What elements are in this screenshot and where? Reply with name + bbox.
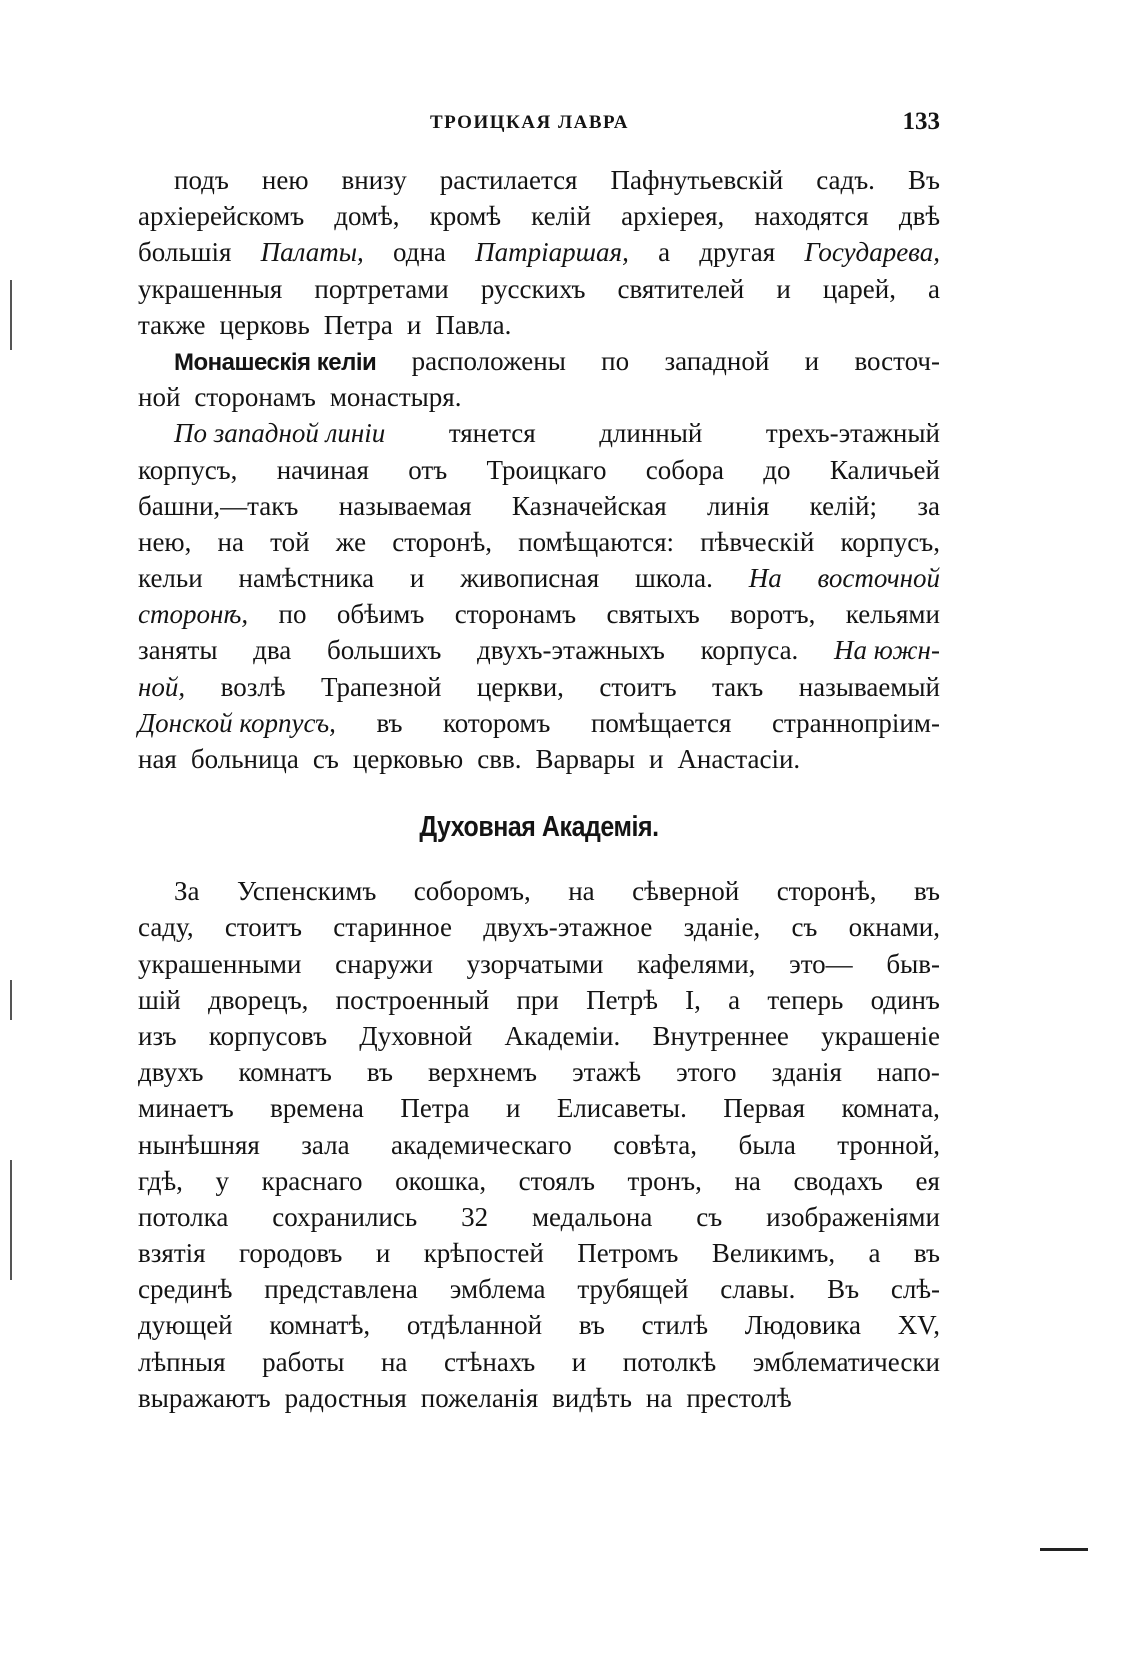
word: расположены (411, 345, 566, 376)
word: называемый (798, 671, 940, 702)
word: сохранились (272, 1201, 418, 1232)
word: радостныя (284, 1382, 407, 1413)
paragraph (138, 162, 940, 343)
word: потолка (138, 1201, 229, 1232)
word: за (917, 490, 940, 521)
word: большихъ (326, 635, 442, 666)
word: также (138, 309, 206, 340)
word: трехъ-этажный (765, 418, 940, 449)
word: и (804, 345, 820, 376)
word: Петра (400, 1093, 470, 1124)
word: подъ (174, 165, 229, 195)
text-line (138, 596, 940, 632)
word: окнами, (848, 912, 940, 943)
word: кромѣ (429, 201, 502, 232)
word: съ (791, 912, 818, 943)
word: садъ. (816, 165, 875, 195)
text-line (138, 946, 940, 982)
word: и (776, 273, 791, 304)
word: Донской корпусъ, (138, 707, 336, 738)
word: кельями (845, 599, 940, 630)
word: Петромъ (577, 1238, 679, 1269)
word: святыхъ (606, 599, 700, 630)
margin-mark (10, 980, 12, 1020)
word: внизу (341, 165, 407, 195)
word: совѣта, (613, 1129, 698, 1160)
text-line (138, 741, 940, 777)
word: свв. (477, 744, 522, 774)
word: Въ (827, 1274, 860, 1305)
text-line (138, 1054, 940, 1090)
word: у (215, 1165, 229, 1196)
text-line (138, 1380, 940, 1416)
word: по (278, 599, 307, 630)
word: по (601, 345, 630, 376)
section-heading: Духовная Академія. (419, 811, 659, 844)
word: Троицкаго (486, 454, 607, 485)
word: Первая (723, 1093, 806, 1124)
word: восточ- (854, 345, 940, 376)
word: келій (531, 201, 591, 232)
word: Въ (907, 165, 940, 195)
word: корпуса. (700, 635, 799, 666)
word: на (568, 876, 595, 907)
word: длинный (599, 418, 703, 449)
word: заняты (138, 635, 218, 666)
word: стилѣ (641, 1310, 708, 1341)
word: эмблема (449, 1274, 546, 1305)
word: живописная (460, 563, 600, 594)
word: ея (915, 1165, 940, 1196)
word: на (645, 1382, 673, 1413)
word: святителей (617, 273, 745, 304)
word: стоитъ (224, 912, 302, 943)
text-line (138, 234, 940, 270)
text-line (138, 982, 940, 1018)
word: монастыря. (329, 382, 462, 413)
margin-mark (10, 1160, 12, 1280)
word: а (658, 237, 671, 268)
word: комнатъ (238, 1057, 332, 1088)
word: напо- (876, 1057, 940, 1088)
word: домѣ, (334, 201, 400, 232)
margin-mark (10, 280, 12, 350)
word: Успенскимъ (236, 876, 377, 907)
text-line (138, 452, 940, 488)
word: Петра (323, 309, 393, 340)
word: помѣщается (590, 707, 732, 738)
word: той (270, 526, 310, 557)
word: сводахъ (793, 1165, 883, 1196)
text-line (138, 271, 940, 307)
word: дворецъ, (207, 984, 309, 1015)
word: при (516, 984, 559, 1015)
word: Великимъ, (711, 1238, 836, 1269)
text-line (138, 1271, 940, 1307)
word: ной (138, 382, 181, 413)
word: сѣверной (632, 876, 740, 907)
word: больница (190, 744, 299, 774)
word: саду, (138, 912, 194, 943)
text-line (138, 1090, 940, 1126)
word: На южн- (834, 635, 940, 666)
word: кельи (138, 563, 203, 594)
word: окошка, (395, 1165, 487, 1196)
word: зданіе, (683, 912, 761, 943)
word: Казначейская (511, 490, 667, 521)
word: сторонамъ (194, 382, 316, 413)
word: называемая (338, 490, 472, 521)
word: эмблематически (752, 1346, 940, 1377)
word: а (868, 1238, 881, 1269)
word: кафелями, (637, 948, 756, 979)
word: стоялъ (518, 1165, 595, 1196)
word: намѣстника (238, 563, 375, 594)
word: славы. (720, 1274, 796, 1305)
word: корпусъ, (138, 454, 238, 485)
word: двѣ (898, 201, 940, 232)
word: западной (664, 345, 770, 376)
page-header (140, 108, 940, 142)
word: была (738, 1129, 796, 1160)
word: комната, (841, 1093, 940, 1124)
word: собора (645, 454, 724, 485)
word: соборомъ, (413, 876, 531, 907)
word: нынѣшняя (138, 1129, 260, 1160)
word: двухъ-этажныхъ (477, 635, 665, 666)
text-line (138, 1344, 940, 1380)
word: старинное (333, 912, 452, 943)
word: Елисаветы. (556, 1093, 687, 1124)
text-line (138, 560, 940, 596)
word: линія (707, 490, 770, 521)
word: Людовика (744, 1310, 861, 1341)
word: страннопріим- (771, 707, 940, 738)
word: городовъ (238, 1238, 343, 1269)
word: срединѣ (138, 1274, 233, 1305)
word: русскихъ (480, 273, 586, 304)
word: трубящей (577, 1274, 689, 1305)
text-line (138, 162, 940, 198)
word: стѣнахъ (443, 1346, 536, 1377)
text-line (138, 632, 940, 668)
word: большія (138, 237, 232, 268)
word: два (253, 635, 292, 666)
page-number: 133 (902, 108, 940, 135)
word: и (409, 563, 425, 594)
running-title: ТРОИЦКАЯ ЛАВРА (430, 112, 629, 133)
word: этажѣ (572, 1057, 642, 1088)
word: взятія (138, 1238, 206, 1269)
word: сторонамъ (454, 599, 577, 630)
word: съ (696, 1201, 723, 1232)
word: выражаютъ (138, 1382, 271, 1413)
word: въ (376, 707, 403, 738)
text-line (138, 705, 940, 741)
word: Пафнутьевскій (610, 165, 784, 195)
word: начиная (276, 454, 369, 485)
word: изъ (138, 1020, 177, 1051)
text-line (138, 343, 940, 379)
word: съ (312, 744, 339, 774)
word: тянется (448, 418, 536, 449)
word: Академіи. (504, 1020, 621, 1051)
word: въ (578, 1310, 605, 1341)
word: Петрѣ (586, 984, 658, 1015)
paragraph (138, 343, 940, 415)
word: украшенныя (138, 273, 283, 304)
word: а (728, 984, 741, 1015)
text-line (138, 1163, 940, 1199)
word: Каличьей (829, 454, 940, 485)
word: же (335, 526, 367, 557)
word: теперь (767, 984, 844, 1015)
word: корпусовъ (208, 1020, 328, 1051)
word: отъ (408, 454, 448, 485)
word: которомъ (443, 707, 551, 738)
text-line (138, 909, 940, 945)
word: лѣпныя (138, 1346, 226, 1377)
word: снаружи (335, 948, 433, 979)
word: Палаты, (260, 237, 364, 268)
word: Трапезной (321, 671, 442, 702)
word: въ (913, 1238, 940, 1269)
word: украшеніе (821, 1020, 940, 1051)
word: царей, (822, 273, 896, 304)
word: верхнемъ (427, 1057, 538, 1088)
word: воротъ, (730, 599, 816, 630)
word: а (928, 273, 940, 304)
word: церковь (219, 309, 310, 340)
word: зданія (771, 1057, 842, 1088)
word: обѣимъ (336, 599, 425, 630)
text-line (138, 1127, 940, 1163)
word: медальона (531, 1201, 653, 1232)
word: и (406, 309, 422, 340)
word: архіерея, (621, 201, 725, 232)
word: потолкѣ (622, 1346, 717, 1377)
word: Варвары (535, 744, 635, 774)
word: нею, (138, 526, 192, 557)
word: На (748, 563, 782, 594)
word: нею (261, 165, 309, 195)
word: комнатѣ, (269, 1310, 371, 1341)
word: представлена (264, 1274, 418, 1305)
word: возлѣ (220, 671, 286, 702)
word: въ (913, 876, 940, 907)
paragraph (138, 415, 940, 777)
word: За (174, 876, 200, 907)
word: изображеніями (766, 1201, 940, 1232)
word: восточной (817, 563, 940, 594)
word: Анастасіи. (677, 744, 801, 774)
word: и (648, 744, 664, 774)
word: слѣ- (890, 1274, 940, 1305)
word: сторонѣ, (138, 599, 249, 630)
word: гдѣ, (138, 1165, 183, 1196)
word: церкви, (476, 671, 564, 702)
word: работы (262, 1346, 345, 1377)
word: портретами (314, 273, 449, 304)
word: XV, (897, 1310, 940, 1341)
word: краснаго (261, 1165, 363, 1196)
word: Духовной (359, 1020, 473, 1051)
word: келій; (809, 490, 877, 521)
word: ная (138, 744, 177, 774)
word: ной, (138, 671, 186, 702)
text-line (138, 524, 940, 560)
text-line (138, 307, 940, 343)
word: пѣвческій (700, 526, 815, 557)
word: находятся (754, 201, 869, 232)
text-line (138, 1018, 940, 1054)
word: тронъ, (627, 1165, 702, 1196)
word: Павла. (435, 309, 512, 340)
word: Патріаршая, (475, 237, 629, 268)
word: помѣщаются: (518, 526, 675, 557)
word: крѣпостей (423, 1238, 544, 1269)
word: корпусъ, (840, 526, 940, 557)
word: церковью (352, 744, 464, 774)
word: одинъ (870, 984, 940, 1015)
word: украшенными (138, 948, 302, 979)
text-line (138, 1307, 940, 1343)
word: сторонѣ, (392, 526, 493, 557)
word: Монашескія келіи (174, 348, 377, 376)
word: это— (789, 948, 853, 979)
word: на (734, 1165, 761, 1196)
word: дующей (138, 1310, 233, 1341)
word: архіерейскомъ (138, 201, 305, 232)
word: времена (270, 1093, 364, 1124)
word: узорчатыми (466, 948, 604, 979)
word: отдѣланной (406, 1310, 543, 1341)
text-line (138, 415, 940, 451)
text-line (138, 198, 940, 234)
word: на (380, 1346, 408, 1377)
text-line (138, 669, 940, 705)
word: Внутреннее (652, 1020, 789, 1051)
word: на (217, 526, 244, 557)
text-line (138, 1235, 940, 1271)
word: и (571, 1346, 587, 1377)
word: школа. (634, 563, 713, 594)
page-body (138, 162, 940, 1416)
text-line (138, 1199, 940, 1235)
word: другая (699, 237, 776, 268)
word: этого (676, 1057, 737, 1088)
word: сторонѣ, (776, 876, 877, 907)
word: двухъ-этажное (483, 912, 653, 943)
word: и (375, 1238, 391, 1269)
word: академическаго (391, 1129, 572, 1160)
word: двухъ (138, 1057, 204, 1088)
word: По западной линіи (174, 418, 386, 449)
word: Государева, (804, 237, 940, 268)
word: такъ (712, 671, 764, 702)
word: стоитъ (599, 671, 677, 702)
word: башни,—такъ (138, 490, 299, 521)
word: тронной, (837, 1129, 940, 1160)
word: построенный (335, 984, 490, 1015)
paragraph (138, 873, 940, 1416)
scan-rule-mark (1040, 1548, 1088, 1551)
word: зала (301, 1129, 350, 1160)
word: растилается (439, 165, 578, 195)
word: быв- (886, 948, 940, 979)
word: I, (685, 984, 701, 1015)
word: шій (138, 984, 181, 1015)
word: въ (366, 1057, 393, 1088)
word: и (505, 1093, 521, 1124)
word: до (763, 454, 791, 485)
text-line (138, 488, 940, 524)
text-line (138, 379, 940, 415)
word: пожеланія (420, 1382, 539, 1413)
word: престолѣ (686, 1382, 792, 1413)
word: видѣть (552, 1382, 632, 1413)
word: одна (393, 237, 446, 268)
word: минаетъ (138, 1093, 234, 1124)
text-line (138, 873, 940, 909)
word: 32 (461, 1201, 489, 1232)
